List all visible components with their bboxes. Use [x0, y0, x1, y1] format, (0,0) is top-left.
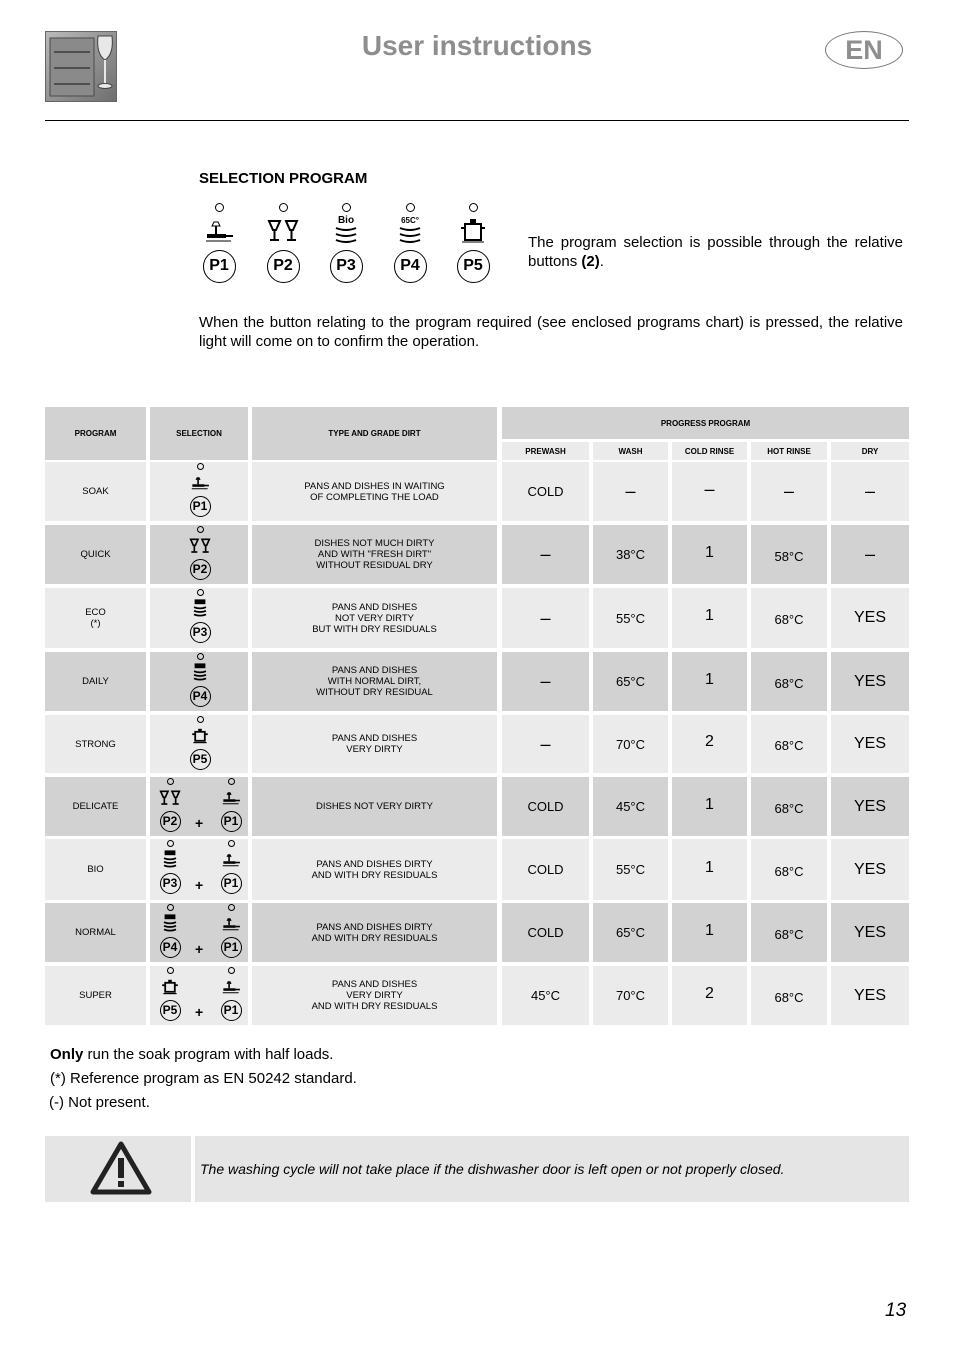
- selection-button-p1: [220, 904, 242, 958]
- p1-label: P1: [190, 496, 211, 517]
- pot-icon: [189, 723, 211, 749]
- cold-rinse-value: 1: [672, 588, 747, 648]
- cold-rinse-value: 1: [672, 525, 747, 584]
- cold-rinse-value: 2: [672, 715, 747, 773]
- dry-value: YES: [831, 903, 909, 962]
- selection-button-p3: [189, 589, 211, 643]
- section-title: SELECTION PROGRAM: [199, 170, 368, 187]
- program-name: SOAK: [45, 462, 146, 521]
- glasses-icon: [265, 212, 301, 250]
- prewash-value: –: [502, 715, 589, 773]
- indicator-light: [215, 203, 224, 212]
- header-program: PROGRAM: [45, 407, 146, 460]
- wash-value: –: [593, 462, 668, 521]
- svg-text:Bio: Bio: [337, 215, 355, 226]
- program-button-p4: [392, 203, 428, 283]
- prewash-value: COLD: [502, 839, 589, 900]
- selection-cell: [150, 966, 248, 1025]
- header-progress: PROGRESS PROGRAM: [502, 407, 909, 439]
- indicator-light: [167, 904, 174, 911]
- dirt-description: PANS AND DISHES IN WAITING OF COMPLETING THE LOAD: [252, 462, 497, 521]
- selection-cell: [150, 652, 248, 711]
- cold-rinse-value: –: [672, 462, 747, 521]
- selection-button-p1: [220, 778, 242, 832]
- header-dirt: TYPE AND GRADE DIRT: [252, 407, 497, 460]
- selection-button-p3: [159, 840, 181, 894]
- pot-icon: [159, 974, 181, 1000]
- indicator-light: [406, 203, 415, 212]
- prewash-value: –: [502, 525, 589, 584]
- p2-button: P2: [267, 250, 300, 283]
- indicator-light: [228, 967, 235, 974]
- p2-label: P2: [160, 811, 181, 832]
- header-dry: DRY: [831, 442, 909, 460]
- prewash-value: 45°C: [502, 966, 589, 1025]
- header-divider: [45, 120, 909, 121]
- program-name: DELICATE: [45, 777, 146, 836]
- header-cold-rinse: COLD RINSE: [672, 442, 747, 460]
- hot-rinse-value: 68°C: [751, 966, 827, 1025]
- cold-rinse-value: 1: [672, 652, 747, 711]
- hot-rinse-value: 68°C: [751, 715, 827, 773]
- pan-icon: [220, 847, 242, 873]
- p4-button: P4: [394, 250, 427, 283]
- wash-value: 70°C: [593, 715, 668, 773]
- p5-label: P5: [190, 749, 211, 770]
- indicator-light: [197, 716, 204, 723]
- selection-button-p1: [220, 840, 242, 894]
- selection-button-p1: [220, 967, 242, 1021]
- wash-value: 65°C: [593, 903, 668, 962]
- selection-button-p2: [189, 526, 211, 580]
- indicator-light: [167, 778, 174, 785]
- indicator-light: [197, 589, 204, 596]
- warning-text: The washing cycle will not take place if the dishwasher door is left open or not properly closed.: [195, 1136, 909, 1202]
- hot-rinse-value: 68°C: [751, 839, 827, 900]
- prewash-value: COLD: [502, 903, 589, 962]
- hot-rinse-value: –: [751, 462, 827, 521]
- dirt-description: DISHES NOT MUCH DIRTY AND WITH "FRESH DIRT" WITHOUT RESIDUAL DRY: [252, 525, 497, 584]
- indicator-light: [197, 653, 204, 660]
- cold-rinse-value: 1: [672, 777, 747, 836]
- note-half-loads: Only run the soak program with half loads.: [50, 1046, 334, 1063]
- dirt-description: PANS AND DISHES VERY DIRTY: [252, 715, 497, 773]
- p1-label: P1: [221, 1000, 242, 1021]
- dirt-description: PANS AND DISHES VERY DIRTY AND WITH DRY RESIDUALS: [252, 966, 497, 1025]
- hot-rinse-value: 68°C: [751, 777, 827, 836]
- selection-button-p2: [159, 778, 181, 832]
- hot-rinse-value: 68°C: [751, 903, 827, 962]
- dirt-description: PANS AND DISHES WITH NORMAL DIRT, WITHOUT DRY RESIDUAL: [252, 652, 497, 711]
- description-text: When the button relating to the program required (see enclosed programs chart) is pressed, the relative light will come on to confirm the operation.: [199, 314, 903, 350]
- dry-value: YES: [831, 777, 909, 836]
- pan-icon: [220, 911, 242, 937]
- glasses-icon: [159, 785, 181, 811]
- wash-value: 55°C: [593, 839, 668, 900]
- indicator-light: [342, 203, 351, 212]
- hot-rinse-value: 68°C: [751, 652, 827, 711]
- dishes-icon: [189, 660, 211, 686]
- program-name: ECO (*): [45, 588, 146, 648]
- p2-label: P2: [190, 559, 211, 580]
- pan-icon: [189, 470, 211, 496]
- pan-icon: [201, 212, 237, 250]
- warning-triangle-icon: [45, 1136, 191, 1202]
- glasses-icon: [189, 533, 211, 559]
- program-name: STRONG: [45, 715, 146, 773]
- dirt-description: PANS AND DISHES NOT VERY DIRTY BUT WITH DRY RESIDUALS: [252, 588, 497, 648]
- selection-button-p5: [159, 967, 181, 1021]
- bio-dishes-icon: [328, 212, 364, 250]
- p1-label: P1: [221, 937, 242, 958]
- prewash-value: –: [502, 588, 589, 648]
- p1-button: P1: [203, 250, 236, 283]
- indicator-light: [197, 463, 204, 470]
- indicator-light: [197, 526, 204, 533]
- header-prewash: PREWASH: [502, 442, 589, 460]
- prewash-value: COLD: [502, 462, 589, 521]
- selection-cell: [150, 588, 248, 648]
- program-name: BIO: [45, 839, 146, 900]
- selection-cell: [150, 462, 248, 521]
- language-badge: EN: [825, 31, 903, 69]
- p3-label: P3: [160, 873, 181, 894]
- dry-value: –: [831, 525, 909, 584]
- prewash-value: –: [502, 652, 589, 711]
- program-name: SUPER: [45, 966, 146, 1025]
- intro-text: The program selection is possible through the relative buttons (2).: [528, 234, 903, 270]
- selection-button-p4: [159, 904, 181, 958]
- cold-rinse-value: 1: [672, 839, 747, 900]
- 65c-dishes-icon: [392, 212, 428, 250]
- wash-value: 65°C: [593, 652, 668, 711]
- indicator-light: [279, 203, 288, 212]
- cold-rinse-value: 2: [672, 966, 747, 1025]
- p4-label: P4: [190, 686, 211, 707]
- p3-button: P3: [330, 250, 363, 283]
- dirt-description: DISHES NOT VERY DIRTY: [252, 777, 497, 836]
- note-not-present: (-) Not present.: [49, 1094, 150, 1111]
- prewash-value: COLD: [502, 777, 589, 836]
- selection-cell: [150, 715, 248, 773]
- svg-text:65C°: 65C°: [401, 216, 419, 225]
- dirt-description: PANS AND DISHES DIRTY AND WITH DRY RESIDUALS: [252, 839, 497, 900]
- hot-rinse-value: 58°C: [751, 525, 827, 584]
- indicator-light: [228, 778, 235, 785]
- selection-button-p5: [189, 716, 211, 770]
- pan-icon: [220, 974, 242, 1000]
- p3-label: P3: [190, 622, 211, 643]
- indicator-light: [167, 967, 174, 974]
- program-button-p5: [455, 203, 491, 283]
- p1-label: P1: [221, 811, 242, 832]
- program-name: NORMAL: [45, 903, 146, 962]
- header-wash: WASH: [593, 442, 668, 460]
- p1-label: P1: [221, 873, 242, 894]
- plus-sign: +: [195, 815, 204, 831]
- header-hot-rinse: HOT RINSE: [751, 442, 827, 460]
- warning-icon-cell: [45, 1136, 191, 1202]
- pot-icon: [455, 212, 491, 250]
- dry-value: –: [831, 462, 909, 521]
- dry-value: YES: [831, 715, 909, 773]
- p5-button: P5: [457, 250, 490, 283]
- indicator-light: [228, 840, 235, 847]
- indicator-light: [469, 203, 478, 212]
- cold-rinse-value: 1: [672, 903, 747, 962]
- wash-value: 70°C: [593, 966, 668, 1025]
- selection-button-p1: [189, 463, 211, 517]
- program-button-p1: [201, 203, 237, 283]
- dishes-icon: [159, 911, 181, 937]
- page-number: 13: [885, 1300, 907, 1321]
- plus-sign: +: [195, 941, 204, 957]
- header-selection: SELECTION: [150, 407, 248, 460]
- program-button-p2: [265, 203, 301, 283]
- dishes-icon: [159, 847, 181, 873]
- plus-sign: +: [195, 877, 204, 893]
- dry-value: YES: [831, 839, 909, 900]
- dirt-description: PANS AND DISHES DIRTY AND WITH DRY RESIDUALS: [252, 903, 497, 962]
- program-button-p3: [328, 203, 364, 283]
- dishes-icon: [189, 596, 211, 622]
- dry-value: YES: [831, 652, 909, 711]
- indicator-light: [228, 904, 235, 911]
- selection-button-p4: [189, 653, 211, 707]
- indicator-light: [167, 840, 174, 847]
- p5-label: P5: [160, 1000, 181, 1021]
- note-reference: (*) Reference program as EN 50242 standard.: [50, 1070, 357, 1087]
- program-name: DAILY: [45, 652, 146, 711]
- page-title: User instructions: [361, 30, 593, 61]
- selection-cell: [150, 777, 248, 836]
- dry-value: YES: [831, 966, 909, 1025]
- selection-cell: [150, 525, 248, 584]
- selection-cell: [150, 903, 248, 962]
- selection-cell: [150, 839, 248, 900]
- plus-sign: +: [195, 1004, 204, 1020]
- wash-value: 38°C: [593, 525, 668, 584]
- wash-value: 45°C: [593, 777, 668, 836]
- dry-value: YES: [831, 588, 909, 648]
- wash-value: 55°C: [593, 588, 668, 648]
- pan-icon: [220, 785, 242, 811]
- program-name: QUICK: [45, 525, 146, 584]
- p4-label: P4: [160, 937, 181, 958]
- hot-rinse-value: 68°C: [751, 588, 827, 648]
